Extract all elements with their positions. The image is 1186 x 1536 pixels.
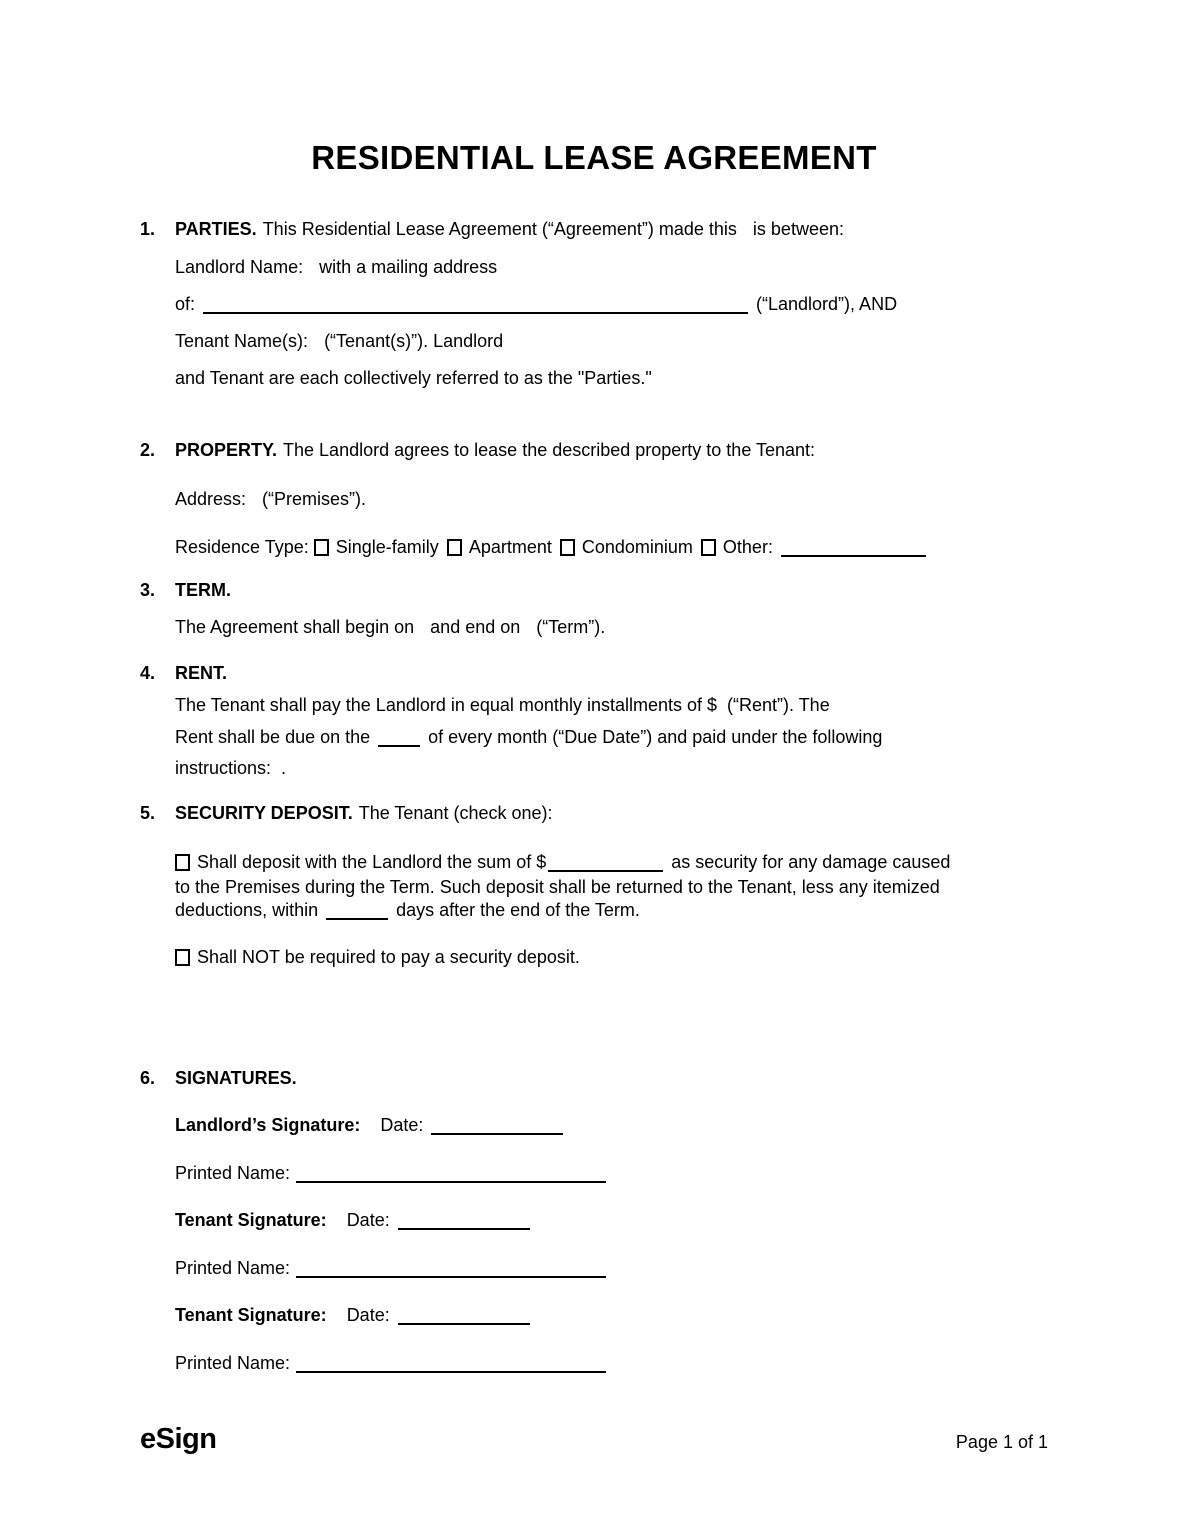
checkbox-no-deposit-required[interactable] — [175, 949, 190, 966]
section-property-number: 2. — [140, 440, 156, 460]
rent-instructions-label: instructions: — [175, 758, 272, 778]
tenant1-date-label: Date: — [346, 1210, 390, 1230]
parties-intro-text: This Residential Lease Agreement (“Agreement”) made this — [262, 219, 737, 239]
term-dates-line — [175, 616, 1048, 638]
section-signatures-heading-line — [140, 1067, 1048, 1089]
tenant1-signature-label: Tenant Signature: — [175, 1210, 327, 1230]
tenant2-date-label: Date: — [346, 1305, 390, 1325]
rent-instructions-line — [175, 757, 1048, 779]
tenant1-signature-row — [175, 1209, 900, 1231]
page-footer — [140, 1422, 1048, 1459]
checkbox-deposit-required[interactable] — [175, 854, 190, 871]
rent-due-line — [175, 726, 1048, 748]
checkbox-condominium[interactable] — [560, 539, 575, 556]
section-parties-heading-line — [140, 218, 1048, 240]
residence-option-other-label: Other: — [722, 537, 773, 557]
tenant2-printed-name-row — [175, 1352, 1048, 1374]
section-rent-number: 4. — [140, 663, 156, 683]
rent-due-day-blank[interactable] — [378, 733, 420, 747]
deposit-amount-blank[interactable] — [548, 858, 663, 872]
checkbox-other[interactable] — [701, 539, 716, 556]
tenant1-printed-name-line[interactable] — [296, 1264, 606, 1278]
landlord-address-blank[interactable] — [203, 300, 748, 314]
other-residence-blank[interactable] — [781, 543, 926, 557]
parties-intro-tail: is between: — [752, 219, 844, 239]
deposit-days-text: deductions, within — [175, 900, 319, 920]
tenant-name-label: Tenant Name(s): — [175, 331, 309, 351]
landlord-signature-date-line[interactable] — [431, 1121, 563, 1135]
landlord-signature-label: Landlord’s Signature: — [175, 1115, 361, 1135]
landlord-address-tail: (“Landlord”), AND — [756, 294, 898, 314]
tenant2-signature-label: Tenant Signature: — [175, 1305, 327, 1325]
rent-instructions-tail: . — [281, 758, 287, 778]
section-property-heading: PROPERTY. — [175, 440, 278, 460]
section-rent-heading: RENT. — [175, 663, 228, 683]
checkbox-apartment[interactable] — [447, 539, 462, 556]
page-number: Page 1 of 1 — [955, 1432, 1048, 1452]
landlord-date-label: Date: — [380, 1115, 424, 1135]
rent-amount-line — [175, 694, 1048, 716]
rent-due-text: Rent shall be due on the — [175, 727, 371, 747]
residence-type-line — [175, 536, 1048, 558]
landlord-printed-name-row — [175, 1162, 1048, 1184]
residence-option-apartment-label: Apartment — [468, 537, 552, 557]
section-term-heading-line — [140, 579, 1048, 601]
landlord-name-tail: with a mailing address — [319, 257, 498, 277]
rent-amount-text: The Tenant shall pay the Landlord in equal monthly installments of $ — [175, 695, 718, 715]
rent-due-tail: of every month (“Due Date”) and paid under the following — [428, 727, 883, 747]
section-signatures-heading: SIGNATURES. — [175, 1068, 297, 1088]
deposit-return-days-blank[interactable] — [326, 906, 388, 920]
section-parties-number: 1. — [140, 219, 156, 239]
section-security-heading-line — [140, 802, 1048, 824]
residence-option-condominium-label: Condominium — [581, 537, 693, 557]
deposit-option1-line3 — [175, 899, 1048, 921]
term-begin-text: The Agreement shall begin on — [175, 617, 415, 637]
tenant1-printed-name-row — [175, 1257, 1048, 1279]
tenant1-signature-date-line[interactable] — [398, 1216, 530, 1230]
tenant-name-line — [175, 330, 1048, 352]
residence-type-label: Residence Type: — [175, 537, 309, 557]
deposit-option1-tail: as security for any damage caused — [671, 852, 951, 872]
landlord-address-line — [175, 293, 1048, 315]
landlord-address-label: of: — [175, 294, 196, 314]
section-security-number: 5. — [140, 803, 156, 823]
document-title: RESIDENTIAL LEASE AGREEMENT — [311, 139, 877, 176]
section-security-heading: SECURITY DEPOSIT. — [175, 803, 353, 823]
tenant2-printed-name-line[interactable] — [296, 1359, 606, 1373]
rent-amount-tail: (“Rent”). The — [727, 695, 830, 715]
section-rent-heading-line — [140, 662, 1048, 684]
property-address-tail: (“Premises”). — [262, 489, 367, 509]
term-tail: (“Term”). — [536, 617, 606, 637]
section-signatures-number: 6. — [140, 1068, 156, 1088]
property-address-line — [175, 488, 1048, 510]
security-intro-text: The Tenant (check one): — [358, 803, 553, 823]
deposit-option1-text2: to the Premises during the Term. Such deposit shall be returned to the Tenant, less any itemized — [175, 877, 940, 897]
deposit-option1-line2 — [175, 876, 1048, 898]
parties-closing-text: and Tenant are each collectively referred to as the "Parties." — [175, 368, 652, 388]
section-term-number: 3. — [140, 580, 156, 600]
deposit-option1-line1 — [175, 851, 1048, 873]
deposit-option1-text: Shall deposit with the Landlord the sum of $ — [197, 852, 547, 872]
property-intro-text: The Landlord agrees to lease the described property to the Tenant: — [283, 440, 816, 460]
term-end-text: and end on — [430, 617, 521, 637]
section-property-heading-line — [140, 439, 1048, 461]
section-term-heading: TERM. — [175, 580, 231, 600]
landlord-printed-name-label: Printed Name: — [175, 1163, 291, 1183]
landlord-name-label: Landlord Name: — [175, 257, 304, 277]
landlord-printed-name-line[interactable] — [296, 1169, 606, 1183]
landlord-name-line — [175, 256, 1048, 278]
tenant2-signature-row — [175, 1304, 900, 1326]
esign-logo: eSign — [140, 1423, 217, 1455]
deposit-option2-line — [175, 946, 1048, 968]
deposit-days-tail: days after the end of the Term. — [396, 900, 640, 920]
parties-closing-line — [175, 367, 1048, 389]
checkbox-single-family[interactable] — [314, 539, 329, 556]
landlord-signature-row — [175, 1114, 900, 1136]
tenant1-printed-name-label: Printed Name: — [175, 1258, 291, 1278]
property-address-label: Address: — [175, 489, 247, 509]
tenant-name-tail: (“Tenant(s)”). Landlord — [324, 331, 504, 351]
residence-option-single-family-label: Single-family — [335, 537, 439, 557]
deposit-option2-text: Shall NOT be required to pay a security deposit. — [197, 947, 580, 967]
tenant2-printed-name-label: Printed Name: — [175, 1353, 291, 1373]
tenant2-signature-date-line[interactable] — [398, 1311, 530, 1325]
section-parties-heading: PARTIES. — [175, 219, 257, 239]
